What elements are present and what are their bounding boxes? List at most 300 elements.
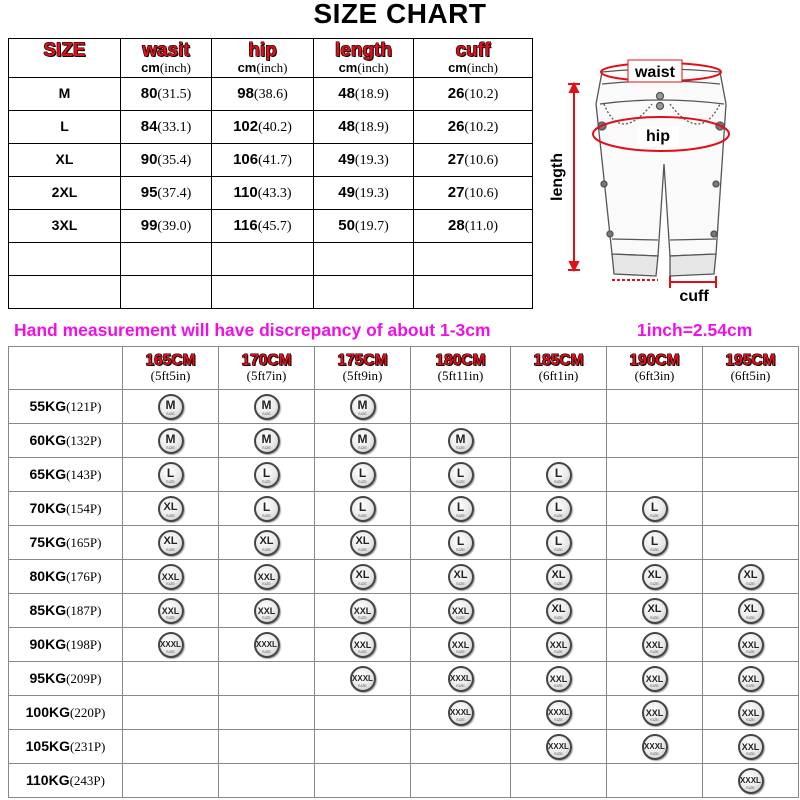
- fit-cell: [219, 526, 315, 560]
- unit-inch: (inch): [466, 60, 498, 75]
- weight-cell: [9, 764, 123, 798]
- size-table-header: [9, 39, 533, 78]
- fit-cell: [315, 424, 411, 458]
- badge-size-caption: SIZE: [650, 648, 659, 654]
- table-row: [9, 662, 799, 696]
- height-ft: (5ft7in): [246, 368, 287, 383]
- badge-size-caption: SIZE: [650, 512, 659, 518]
- size-cell: [9, 177, 121, 210]
- fit-cell: [219, 458, 315, 492]
- table-row: [9, 458, 799, 492]
- fit-cell: [607, 696, 703, 730]
- fit-cell: [511, 764, 607, 798]
- badge-size-caption: SIZE: [746, 784, 755, 790]
- badge-size: XXL: [353, 639, 372, 650]
- badge-size-caption: SIZE: [456, 512, 465, 518]
- badge-size: L: [358, 499, 367, 514]
- badge-size: XXXL: [450, 707, 471, 717]
- value-inch: (10.2): [464, 87, 499, 102]
- weight-kg: 70KG: [29, 499, 67, 516]
- badge-size-caption: SIZE: [166, 444, 175, 450]
- badge-size: XXL: [741, 673, 760, 684]
- height-cm: 195CM: [725, 352, 776, 369]
- empty-cell: [9, 243, 121, 276]
- height-cm: 180CM: [435, 352, 486, 369]
- fit-cell: [315, 458, 411, 492]
- size-cell: [9, 111, 121, 144]
- corner-cell: [9, 347, 123, 390]
- value-cm: 28: [448, 217, 465, 234]
- size-badge-icon: [448, 632, 474, 658]
- badge-size-caption: SIZE: [554, 750, 563, 756]
- size-badge-icon: [448, 564, 474, 590]
- badge-size-caption: SIZE: [166, 512, 175, 518]
- header-unit: [212, 61, 313, 75]
- weight-cell: [9, 458, 123, 492]
- weight-kg: 105KG: [25, 737, 70, 754]
- size-badge-icon: [350, 428, 376, 454]
- badge-size: L: [262, 465, 271, 480]
- badge-size: XXL: [645, 639, 664, 650]
- weight-kg: 75KG: [29, 533, 67, 550]
- badge-size-caption: SIZE: [650, 716, 659, 722]
- value-cm: 98: [237, 85, 254, 102]
- size-label: L: [60, 118, 69, 134]
- weight-kg: 110KG: [26, 771, 70, 788]
- badge-size: M: [165, 397, 176, 412]
- fit-cell: [511, 662, 607, 696]
- badge-size: XXL: [257, 605, 276, 616]
- weight-cell: [9, 560, 123, 594]
- header-cell: [9, 39, 121, 78]
- fit-cell: [411, 628, 511, 662]
- badge-size: XL: [551, 568, 566, 581]
- table-row: [9, 492, 799, 526]
- weight-lb: (209P): [66, 670, 102, 686]
- size-badge-icon: [158, 564, 184, 590]
- fit-cell: [511, 696, 607, 730]
- badge-size-caption: SIZE: [650, 580, 659, 586]
- fit-cell: [511, 526, 607, 560]
- size-label: XL: [55, 151, 74, 167]
- badge-size-caption: SIZE: [650, 614, 659, 620]
- height-header: [607, 347, 703, 390]
- badge-size-caption: SIZE: [358, 614, 367, 620]
- size-badge-icon: [546, 666, 572, 692]
- weight-cell: [9, 628, 123, 662]
- badge-size: XXL: [451, 605, 470, 616]
- badge-size: M: [455, 431, 466, 446]
- badge-size-caption: SIZE: [262, 614, 271, 620]
- height-ft: (6ft3in): [634, 368, 675, 383]
- size-badge-icon: [254, 632, 280, 658]
- weight-lb: (220P): [69, 704, 106, 720]
- size-badge-icon: [642, 530, 668, 556]
- measure-cell: [414, 177, 533, 210]
- length-label: length: [549, 153, 566, 201]
- fit-cell: [703, 424, 799, 458]
- measure-cell: [314, 111, 414, 144]
- fit-cell: [411, 560, 511, 594]
- unit-cm: cm: [448, 60, 467, 75]
- value-inch: (40.2): [258, 120, 292, 135]
- unit-inch: (inch): [357, 60, 389, 75]
- weight-kg: 60KG: [29, 431, 67, 448]
- fit-cell: [411, 696, 511, 730]
- table-row: [9, 696, 799, 730]
- badge-size-caption: SIZE: [262, 546, 271, 552]
- empty-cell: [212, 243, 314, 276]
- size-badge-icon: [448, 496, 474, 522]
- badge-size-caption: SIZE: [166, 410, 175, 416]
- table-row: [9, 730, 799, 764]
- fit-cell: [219, 730, 315, 764]
- height-ft: (5ft9in): [342, 368, 383, 383]
- measure-cell: [121, 144, 212, 177]
- badge-size-caption: SIZE: [456, 546, 465, 552]
- value-inch: (45.7): [257, 219, 292, 234]
- unit-cm: cm: [338, 60, 358, 75]
- badge-size: L: [262, 499, 271, 514]
- size-badge-icon: [448, 462, 474, 488]
- header-unit: [121, 61, 211, 75]
- fit-cell: [703, 662, 799, 696]
- fit-cell: [123, 526, 219, 560]
- badge-size-caption: SIZE: [262, 648, 271, 654]
- badge-size: L: [554, 499, 563, 514]
- badge-size-caption: SIZE: [166, 546, 175, 552]
- fit-cell: [411, 492, 511, 526]
- weight-lb: (143P): [66, 466, 102, 482]
- height-ft: (6ft5in): [730, 368, 771, 383]
- height-cm: 185CM: [533, 352, 584, 369]
- fit-cell: [703, 764, 799, 798]
- measure-cell: [121, 177, 212, 210]
- weight-kg: 65KG: [29, 465, 67, 482]
- measure-cell: [121, 210, 212, 243]
- value-inch: (11.0): [464, 219, 498, 234]
- value-inch: (19.7): [354, 219, 389, 234]
- badge-size: XXXL: [352, 673, 373, 683]
- badge-size: XL: [163, 500, 178, 513]
- badge-size: L: [554, 465, 563, 480]
- badge-size-caption: SIZE: [456, 648, 465, 654]
- fit-cell: [315, 730, 411, 764]
- badge-size: L: [650, 533, 659, 548]
- fit-cell: [607, 594, 703, 628]
- value-cm: 26: [447, 118, 465, 135]
- table-row: [9, 594, 799, 628]
- badge-size: XXL: [161, 605, 180, 616]
- weight-kg: 90KG: [29, 635, 67, 652]
- size-badge-icon: [642, 700, 668, 726]
- fit-cell: [315, 628, 411, 662]
- badge-size: XL: [647, 602, 662, 615]
- fit-cell: [511, 594, 607, 628]
- badge-size-caption: SIZE: [358, 580, 367, 586]
- fit-cell: [411, 526, 511, 560]
- table-row: [9, 144, 533, 177]
- value-cm: 27: [447, 184, 465, 201]
- badge-size: M: [357, 397, 368, 412]
- value-cm: 80: [140, 85, 158, 102]
- size-badge-icon: [642, 564, 668, 590]
- size-badge-icon: [448, 700, 474, 726]
- badge-size-caption: SIZE: [358, 682, 367, 688]
- table-row: [9, 764, 799, 798]
- fit-cell: [607, 662, 703, 696]
- fit-cell: [607, 526, 703, 560]
- value-inch: (31.5): [157, 87, 192, 102]
- fit-cell: [123, 424, 219, 458]
- size-badge-icon: [350, 496, 376, 522]
- badge-size-caption: SIZE: [456, 716, 465, 722]
- fit-cell: [607, 730, 703, 764]
- fit-cell: [703, 594, 799, 628]
- fit-cell: [703, 730, 799, 764]
- badge-size: M: [261, 431, 272, 446]
- fit-cell: [511, 390, 607, 424]
- weight-lb: (165P): [66, 534, 102, 550]
- fit-cell: [123, 662, 219, 696]
- badge-size-caption: SIZE: [746, 614, 755, 620]
- header-name: cuff: [455, 40, 491, 61]
- height-header: [411, 347, 511, 390]
- value-inch: (18.9): [354, 87, 389, 102]
- header-name: wasit: [142, 40, 190, 61]
- weight-lb: (121P): [66, 398, 102, 414]
- size-badge-icon: [158, 598, 184, 624]
- measure-cell: [414, 144, 533, 177]
- table-row: [9, 390, 799, 424]
- fit-cell: [511, 424, 607, 458]
- badge-size: XXXL: [740, 775, 761, 785]
- value-inch: (10.6): [464, 186, 499, 201]
- badge-size: XXL: [741, 741, 760, 752]
- size-table: [8, 38, 533, 309]
- size-cell: [9, 210, 121, 243]
- empty-row: [9, 276, 533, 309]
- height-ft: (6ft1in): [538, 368, 579, 383]
- fit-cell: [219, 492, 315, 526]
- size-badge-icon: [738, 768, 764, 794]
- value-cm: 49: [338, 151, 355, 168]
- fit-cell: [411, 594, 511, 628]
- size-badge-icon: [350, 632, 376, 658]
- weight-lb: (132P): [66, 432, 102, 448]
- badge-size: L: [456, 533, 465, 548]
- badge-size-caption: SIZE: [456, 682, 465, 688]
- hip-label: hip: [646, 128, 670, 145]
- size-badge-icon: [546, 734, 572, 760]
- badge-size: XXL: [353, 605, 372, 616]
- badge-size: XXL: [549, 639, 568, 650]
- measure-cell: [414, 210, 533, 243]
- size-badge-icon: [158, 462, 184, 488]
- table-row: [9, 177, 533, 210]
- badge-size-caption: SIZE: [554, 512, 563, 518]
- empty-cell: [9, 276, 121, 309]
- size-cell: [9, 144, 121, 177]
- weight-cell: [9, 696, 123, 730]
- fit-cell: [123, 560, 219, 594]
- fit-cell: [315, 662, 411, 696]
- height-header: [511, 347, 607, 390]
- value-cm: 49: [338, 184, 355, 201]
- size-cell: [9, 78, 121, 111]
- size-badge-icon: [738, 666, 764, 692]
- table-row: [9, 560, 799, 594]
- weight-kg: 95KG: [29, 669, 67, 686]
- badge-size: L: [650, 499, 659, 514]
- size-label: M: [58, 85, 71, 101]
- empty-cell: [314, 243, 414, 276]
- value-cm: 27: [447, 151, 465, 168]
- badge-size: XL: [743, 602, 758, 615]
- header-unit: [414, 61, 532, 75]
- size-badge-icon: [642, 666, 668, 692]
- size-badge-icon: [546, 700, 572, 726]
- badge-size: M: [357, 431, 368, 446]
- waist-label: waist: [634, 64, 676, 81]
- weight-lb: (176P): [66, 568, 102, 584]
- size-badge-icon: [546, 632, 572, 658]
- height-header: [703, 347, 799, 390]
- badge-size: XXL: [451, 639, 470, 650]
- table-row: [9, 424, 799, 458]
- height-cm: 175CM: [337, 352, 388, 369]
- badge-size-caption: SIZE: [554, 682, 563, 688]
- fit-cell: [411, 764, 511, 798]
- fit-cell: [315, 492, 411, 526]
- badge-size-caption: SIZE: [746, 750, 755, 756]
- size-badge-icon: [448, 666, 474, 692]
- fit-cell: [411, 458, 511, 492]
- value-inch: (39.0): [157, 219, 192, 234]
- height-cm: 190CM: [629, 352, 680, 369]
- weight-lb: (243P): [69, 772, 105, 788]
- measure-cell: [314, 177, 414, 210]
- header-unit: [314, 61, 413, 75]
- value-cm: 95: [140, 184, 158, 201]
- weight-lb: (231P): [69, 738, 106, 754]
- badge-size-caption: SIZE: [358, 444, 367, 450]
- size-badge-icon: [546, 564, 572, 590]
- fit-table-header: [9, 347, 799, 390]
- badge-size: XXL: [549, 673, 568, 684]
- weight-cell: [9, 594, 123, 628]
- size-badge-icon: [350, 394, 376, 420]
- fit-cell: [123, 390, 219, 424]
- badge-size-caption: SIZE: [554, 716, 563, 722]
- size-badge-icon: [158, 530, 184, 556]
- size-badge-icon: [350, 530, 376, 556]
- value-cm: 50: [338, 217, 355, 234]
- size-badge-icon: [254, 428, 280, 454]
- size-badge-icon: [642, 598, 668, 624]
- badge-size-caption: SIZE: [746, 580, 755, 586]
- measure-cell: [314, 210, 414, 243]
- badge-size-caption: SIZE: [358, 410, 367, 416]
- badge-size: M: [261, 397, 272, 412]
- weight-cell: [9, 526, 123, 560]
- fit-cell: [511, 492, 607, 526]
- fit-cell: [511, 458, 607, 492]
- weight-cell: [9, 662, 123, 696]
- badge-size: XL: [259, 534, 274, 547]
- fit-cell: [315, 390, 411, 424]
- badge-size-caption: SIZE: [746, 682, 755, 688]
- unit-inch: (inch): [256, 60, 288, 75]
- page-title: SIZE CHART: [313, 0, 487, 29]
- size-badge-icon: [642, 734, 668, 760]
- fit-cell: [511, 560, 607, 594]
- empty-row: [9, 243, 533, 276]
- value-inch: (33.1): [157, 120, 192, 135]
- badge-size-caption: SIZE: [262, 512, 271, 518]
- height-header: [219, 347, 315, 390]
- fit-cell: [607, 560, 703, 594]
- size-badge-icon: [448, 530, 474, 556]
- badge-size-caption: SIZE: [554, 580, 563, 586]
- value-cm: 48: [338, 118, 355, 135]
- badge-size: XL: [355, 568, 370, 581]
- size-badge-icon: [546, 462, 572, 488]
- fit-cell: [607, 390, 703, 424]
- fit-cell: [315, 594, 411, 628]
- fit-cell: [219, 390, 315, 424]
- size-badge-icon: [158, 496, 184, 522]
- weight-kg: 85KG: [29, 601, 67, 618]
- size-badge-icon: [350, 462, 376, 488]
- badge-size: XXXL: [160, 639, 181, 649]
- size-badge-icon: [158, 632, 184, 658]
- pants-diagram: [540, 44, 796, 314]
- fit-cell: [123, 492, 219, 526]
- badge-size-caption: SIZE: [166, 580, 175, 586]
- table-row: [9, 210, 533, 243]
- value-inch: (10.2): [464, 120, 499, 135]
- size-badge-icon: [254, 530, 280, 556]
- value-inch: (19.3): [354, 186, 389, 201]
- fit-cell: [411, 424, 511, 458]
- measure-cell: [212, 144, 314, 177]
- badge-size-caption: SIZE: [554, 648, 563, 654]
- size-label: 3XL: [51, 217, 78, 233]
- height-weight-fit-table: [8, 346, 799, 798]
- value-cm: 90: [140, 151, 158, 168]
- badge-size-caption: SIZE: [554, 546, 563, 552]
- empty-cell: [121, 243, 212, 276]
- badge-size: XXL: [645, 707, 664, 718]
- size-badge-icon: [350, 666, 376, 692]
- fit-cell: [315, 526, 411, 560]
- fit-cell: [411, 662, 511, 696]
- fit-cell: [511, 628, 607, 662]
- badge-size: L: [358, 465, 367, 480]
- size-badge-icon: [254, 496, 280, 522]
- header-name: SIZE: [43, 40, 86, 61]
- badge-size-caption: SIZE: [358, 512, 367, 518]
- badge-size: L: [456, 465, 465, 480]
- fit-cell: [411, 390, 511, 424]
- height-cm: 170CM: [241, 352, 292, 369]
- fit-cell: [703, 560, 799, 594]
- size-badge-icon: [448, 598, 474, 624]
- size-badge-icon: [350, 564, 376, 590]
- measure-cell: [414, 111, 533, 144]
- measure-cell: [314, 78, 414, 111]
